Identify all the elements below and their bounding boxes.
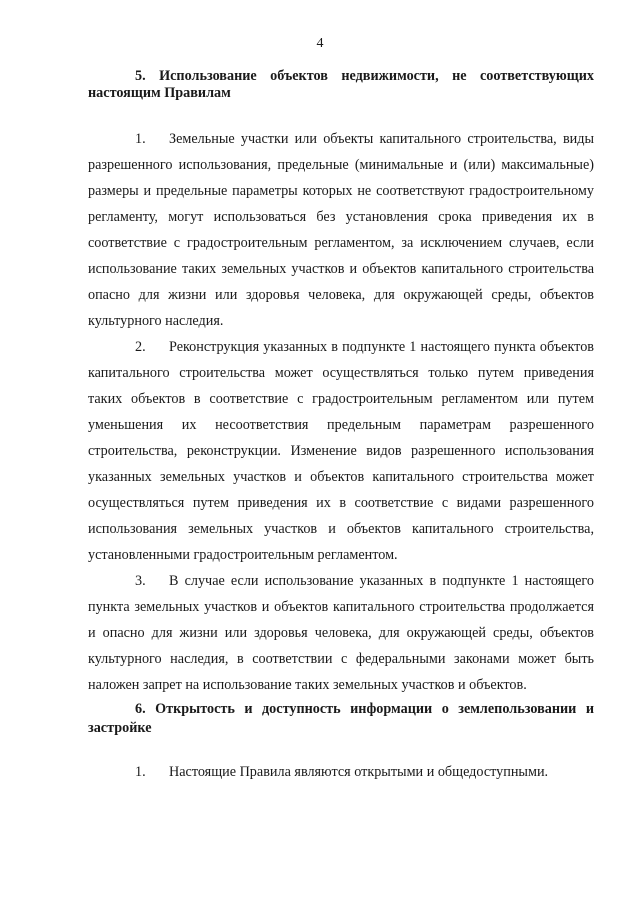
section-6-heading: 6. Открытость и доступность информации о землепользовании и застройке — [88, 701, 594, 736]
paragraph-text: Земельные участки или объекты капитального строительства, виды разрешенного использования, предельные (минимальные и (или) максимальные) размеры и предельные параметры которых не соответствуют градостроительному регламенту, могут использоваться без установления срока приведения их в соответствие с градостроительным регламентом, за исключением случаев, если использование таких земельных участков и объектов капитального строительства опасно для жизни или здоровья человека, для окружающей среды, объектов культурного наследия. — [88, 131, 594, 329]
document-body — [88, 68, 594, 785]
section-6-paragraph-1 — [88, 759, 594, 785]
paragraph-number: 1. — [135, 764, 146, 780]
section-5-paragraph-3 — [88, 568, 594, 698]
paragraph-text: Настоящие Правила являются открытыми и общедоступными. — [169, 764, 549, 780]
section-5-paragraph-1 — [88, 126, 594, 334]
paragraph-number: 2. — [135, 339, 146, 355]
paragraph-text: Реконструкция указанных в подпункте 1 настоящего пункта объектов капитального строительства может осуществляться только путем приведения таких объектов в соответствие с градостроительным регламентом или путем уменьшения их несоответствия предельным параметрам разрешенного строительства, реконструкции. Изменение видов разрешенного использования указанных земельных участков и объектов капитального строительства может осуществляться путем приведения их в соответствие с видами разрешенного использования земельных участков и объектов капитального строительства, установленными градостроительным регламентом. — [88, 339, 594, 563]
paragraph-text: В случае если использование указанных в подпункте 1 настоящего пункта земельных участков и объектов капитального строительства продолжается и опасно для жизни или здоровья человека, для окружающей среды, объектов культурного наследия, в соответствии с федеральными законами может быть наложен запрет на использование таких земельных участков и объектов. — [88, 573, 594, 693]
page-number: 4 — [316, 36, 324, 51]
paragraph-number: 1. — [135, 131, 146, 147]
section-5-heading: 5. Использование объектов недвижимости, не соответствующих настоящим Правилам — [88, 68, 594, 101]
paragraph-number: 3. — [135, 573, 146, 589]
section-5-paragraph-2 — [88, 334, 594, 568]
